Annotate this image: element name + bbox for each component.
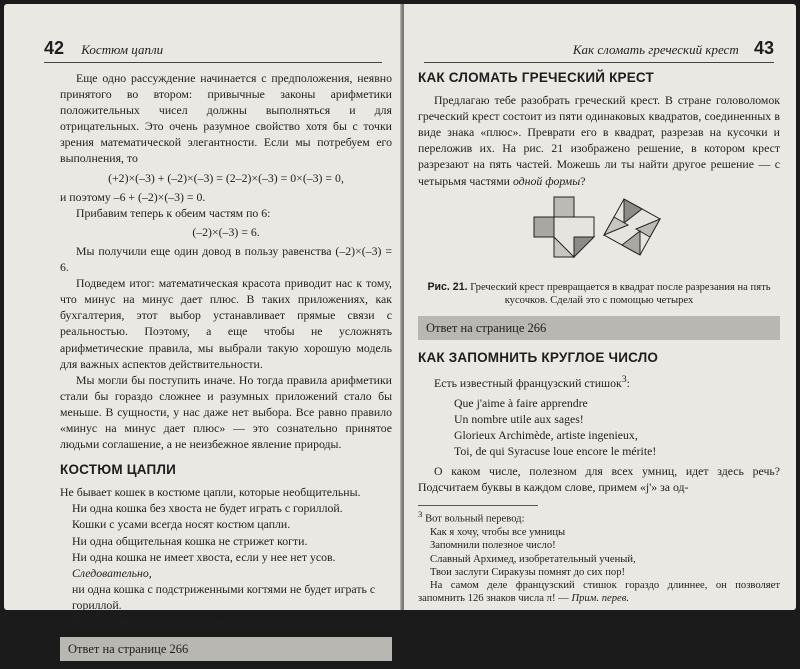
footnote-text: На самом деле французский стишок гораздо длиннее, он позволяет запомнить 126 знаков числа π! — <box>418 579 780 605</box>
paragraph-text: Есть известный французский стишок <box>434 375 622 390</box>
answer-reference: Ответ на странице 266 <box>418 316 780 340</box>
paragraph: Мы могли бы поступить иначе. Но тогда правила арифметики стали бы гораздо сложнее и разумных приложений стало бы меньше. В сущности, у нас даже нет выбора. Все равно правило «минус на минус дает плюс» — это сознательно принятое людьми соглашение, а не неизбежное явление природы. <box>60 372 392 452</box>
footnote-paragraph <box>418 579 780 605</box>
paragraph-text: : <box>626 375 630 390</box>
premises-list <box>60 500 392 629</box>
section-heading: КОСТЮМ ЦАПЛИ <box>60 462 177 478</box>
figure-caption <box>422 281 776 308</box>
greek-cross-shape <box>534 197 594 257</box>
conclusion-label: Следовательно, <box>72 565 152 580</box>
footnote-intro-text: Вот вольный перевод: <box>425 513 525 525</box>
footnote-marker: 3 <box>621 373 627 385</box>
verse-line: Toi, de qui Syracuse loue encore le mérite! <box>454 444 657 459</box>
right-page-content <box>418 70 780 605</box>
left-page-number: 42 <box>44 38 65 58</box>
paragraph: Мы получили еще один довод в пользу равенства (–2)×(–3) = 6. <box>60 243 392 275</box>
premise: Кошки с усами всегда носят костюм цапли. <box>72 517 291 532</box>
caption-label: Рис. 21. <box>427 280 468 293</box>
left-page <box>4 4 402 657</box>
paragraph: Подведем итог: математическая красота приводит нас к тому, что минус на минус дает плюс. В таких приложениях, как бухгалтерия, этот выбор устанавливает прямые связи с реальностью. Поэтому, а еще чтобы не усложнять арифметические правила, мы выбрали такую хорошую модель для важных аспектов действительности. <box>60 276 392 371</box>
section-heading: КАК ЗАПОМНИТЬ КРУГЛОЕ ЧИСЛО <box>418 349 659 365</box>
greek-cross-figure <box>418 193 780 277</box>
paragraph: и поэтому –6 + (–2)×(–3) = 0. <box>60 189 206 204</box>
emphasis: одной формы <box>512 173 581 188</box>
paragraph <box>418 372 780 391</box>
right-page-number: 43 <box>753 38 774 58</box>
paragraph: Еще одно рассуждение начинается с предположения, неявно принятого во втором: привычные законы арифметики положительных чисел должны выполняться и для отрицательных. Это очень разумное свойство хотя бы с точки зрения математической элегантности. Если мы потребуем его выполнения, то <box>60 71 392 166</box>
right-page <box>404 4 796 610</box>
answer-reference: Ответ на странице 266 <box>60 637 392 661</box>
paragraph <box>418 92 780 189</box>
formula: (+2)×(–3) + (–2)×(–3) = (2–2)×(–3) = 0×(–3) = 0, <box>108 170 344 185</box>
footnote-verse-line: Славный Архимед, изобретательный ученый, <box>430 553 636 565</box>
right-running-title: Как сломать греческий крест <box>572 42 739 57</box>
greek-cross-illustration <box>528 193 668 277</box>
left-running-title: Костюм цапли <box>81 42 164 57</box>
section-heading: КАК СЛОМАТЬ ГРЕЧЕСКИЙ КРЕСТ <box>418 70 654 85</box>
left-running-header <box>44 38 382 63</box>
left-page-content <box>60 70 392 669</box>
premise: Ни одна кошка не имеет хвоста, если у нее нет усов. <box>72 549 336 564</box>
footnote-verse-line: Как я хочу, чтобы все умницы <box>430 527 566 539</box>
verse-line: Que j'aime à faire apprendre <box>454 395 588 410</box>
footnote-verse <box>418 526 780 579</box>
verse-line: Un nombre utile aux sages! <box>454 411 584 426</box>
footnote-verse-line: Твои заслуги Сиракузы помнят до сих пор! <box>430 566 626 578</box>
paragraph-text: ? <box>580 173 586 188</box>
paragraph: О каком числе, полезном для всех умниц, идет здесь речь? Подсчитаем буквы в каждом слове, примем «j'» за од- <box>418 464 780 495</box>
formula: (–2)×(–3) = 6. <box>192 224 260 239</box>
footnote-intro <box>418 508 780 526</box>
paragraph-text: Предлагаю тебе разобрать греческий крест. В стране головоломок греческий крест состоит из пяти одинаковых квадратов, соединенных в виде знака «плюс». Преврати его в квадрат, разрезав на кусочки и переложив их. На рис. 21 изображено решение, в котором крест разрезают на пять частей. Можешь ли ты найти другое решение — с четырьмя частями <box>418 93 780 188</box>
french-verse <box>418 395 780 459</box>
conclusion: ни одна кошка с подстриженными когтями не будет играть с гориллой. <box>72 581 376 612</box>
paragraph: Не бывает кошек в костюме цапли, которые необщительны. <box>60 485 361 500</box>
right-running-header <box>424 38 774 63</box>
footnote <box>418 508 780 605</box>
paragraph: Прибавим теперь к обеим частям по 6: <box>76 205 271 220</box>
verse-line: Glorieux Archimède, artiste ingenieux, <box>454 428 638 443</box>
square-shape <box>604 199 660 255</box>
footnote-verse-line: Запомнили полезное число! <box>430 540 556 552</box>
translator-note: Прим. перев. <box>571 593 629 605</box>
question: Верен ли этот логический вывод? <box>72 614 243 628</box>
caption-text: Греческий крест превращается в квадрат после разрезания на пять кусочков. Сделай это с помощью четырех <box>470 281 771 307</box>
footnote-number: 3 <box>418 509 423 520</box>
premise: Ни одна кошка без хвоста не будет играть с гориллой. <box>72 501 343 516</box>
premise: Ни одна общительная кошка не стрижет когти. <box>72 533 308 548</box>
